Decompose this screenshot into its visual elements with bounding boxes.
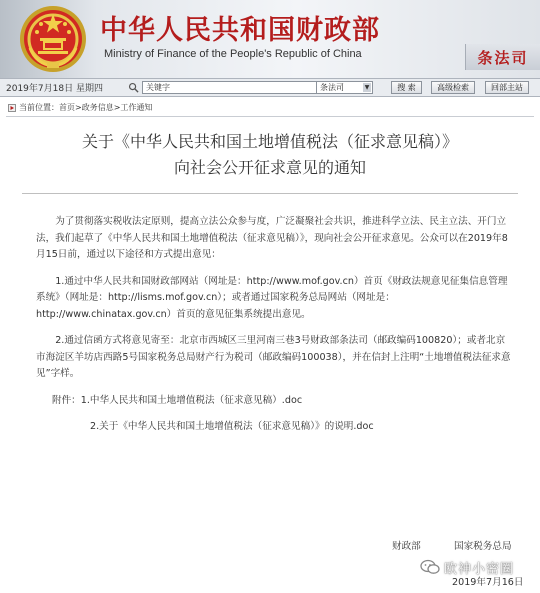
current-date: 2019年7月18日 星期四 [6,84,103,94]
department-select-value: 条法司 [320,83,344,92]
chevron-down-icon: ▼ [364,84,370,91]
divider [22,193,518,194]
wechat-icon [420,559,440,575]
attachment-link-2[interactable]: 2.关于《中华人民共和国土地增值税法（征求意见稿）》的说明.doc [90,421,374,432]
breadcrumb-prefix: 当前位置： [19,103,59,112]
breadcrumb-gov-info[interactable]: 政务信息 [81,103,114,112]
breadcrumb-separator: > [75,103,82,112]
main-site-button[interactable]: 回部主站 [485,81,529,94]
document-title-line1: 关于《中华人民共和国土地增值税法（征求意见稿）》 [81,132,458,151]
search-icon [128,82,139,93]
search-input[interactable] [142,81,318,94]
advanced-search-button[interactable]: 高级检索 [431,81,475,94]
paragraph-mail: 2.通过信函方式将意见寄至：北京市西城区三里河南三巷3号财政部条法司（邮政编码100820）；或者北京市海淀区羊坊店西路5号国家税务总局财产行为税司（邮政编码100038），并在信封上注明“土地增值税法征求意见”字样。 [36,335,511,379]
location-icon [8,104,16,112]
document-title-line2: 向社会公开征求意见的通知 [173,158,366,177]
signatory-mof: 财政部 [392,541,421,552]
signatory-sat: 国家税务总局 [454,541,512,552]
watermark-text: 欧神小密圈 [444,561,515,577]
divider [6,116,534,117]
breadcrumb [0,101,540,114]
department-select[interactable] [316,81,373,94]
breadcrumb-home[interactable]: 首页 [59,103,75,112]
sign-date: 2019年7月16日 [452,577,524,588]
ministry-title-en: Ministry of Finance of the People's Republic of China [104,48,362,60]
department-label: 条法司 [465,44,540,70]
paragraph-online: 1.通过中华人民共和国财政部网站（网址是：http://www.mof.gov.cn）首页《财政法规意见征集信息管理系统》（网址是：http://lisms.mof.gov.cn）；或者通过国家税务总局网站（网址是：http://www.chinatax.gov.cn）首页的意见征集系统提出意见。 [36,275,508,320]
document-body [36,214,512,436]
national-emblem-icon [18,4,88,74]
attachment-link-1[interactable]: 附件：1.中华人民共和国土地增值税法（征求意见稿）.doc [52,394,303,406]
search-area [128,81,318,94]
document-title [0,129,540,181]
breadcrumb-separator: > [113,103,121,112]
search-button[interactable]: 搜 索 [391,81,422,94]
ministry-title-cn: 中华人民共和国财政部 [100,15,380,46]
toolbar [0,78,540,97]
site-header [0,0,540,78]
paragraph-intro: 为了贯彻落实税收法定原则，提高立法公众参与度，广泛凝聚社会共识，推进科学立法、民主立法、开门立法，我们起草了《中华人民共和国土地增值税法（征求意见稿）》，现向社会公开征求意见。公众可以在2019年8月15日前，通过以下途径和方式提出意见： [36,216,508,260]
breadcrumb-notices[interactable]: 工作通知 [120,103,153,112]
